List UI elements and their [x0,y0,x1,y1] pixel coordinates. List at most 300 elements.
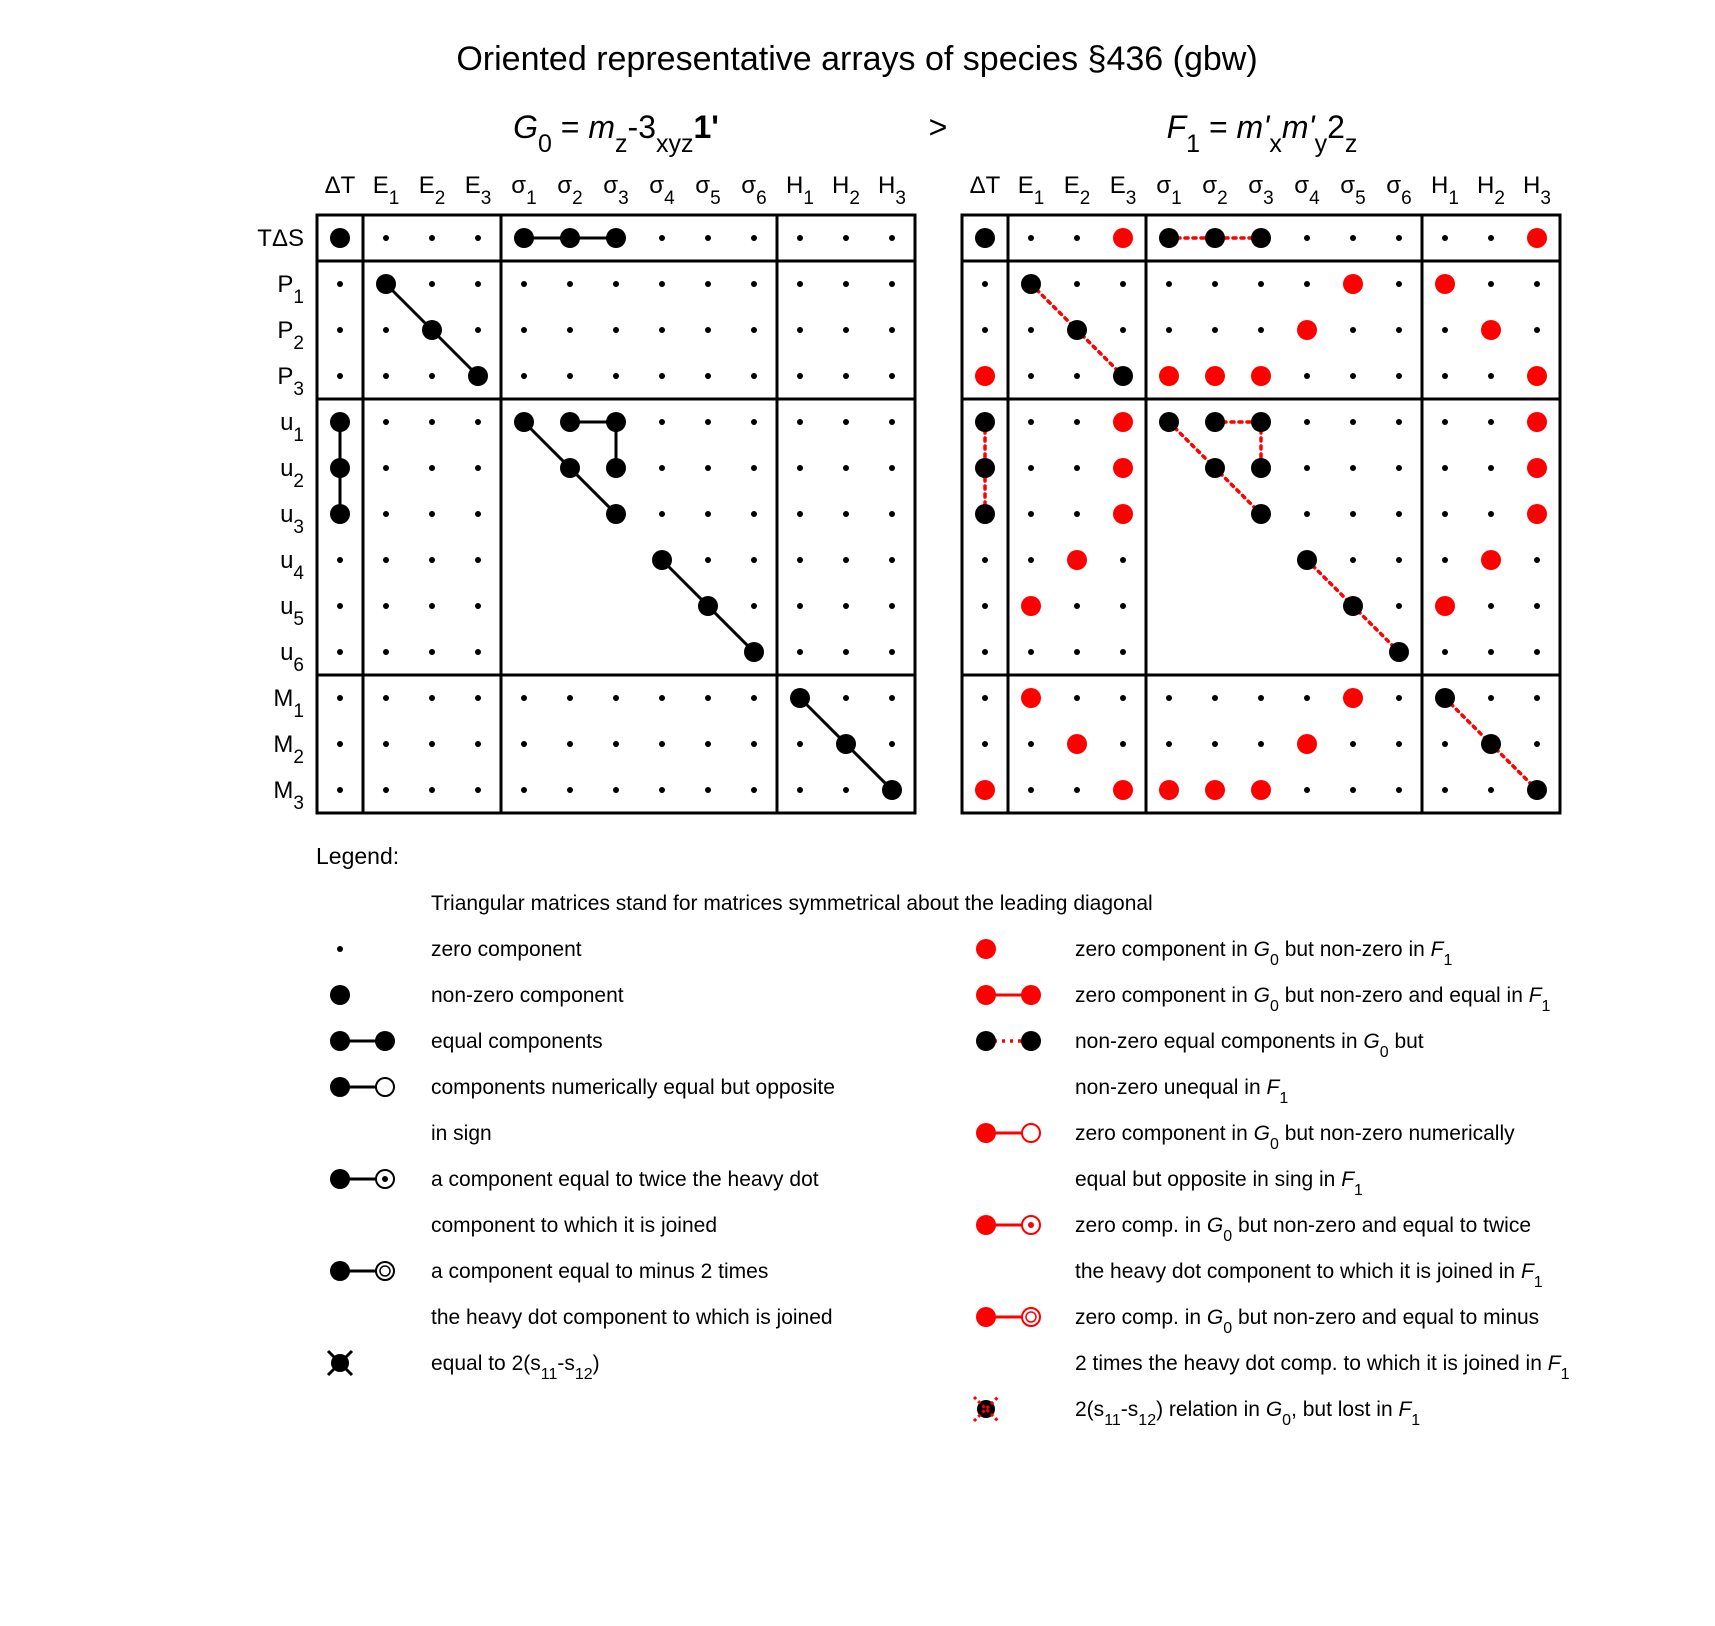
zero-dot [1350,741,1356,747]
zero-dot [843,511,849,517]
text-run: ΔT [324,172,356,199]
legend-item-small-dot [337,938,582,961]
zero-dot [1074,649,1080,655]
column-label-12 [878,172,906,209]
new-nonzero-dot [1113,504,1133,524]
zero-dot [705,741,711,747]
zero-dot [1396,235,1402,241]
nonzero-dot [560,412,580,432]
text-run: zero component [431,938,582,961]
zero-dot [1120,695,1126,701]
legend-item-lost-cross-dot [974,1397,1420,1429]
zero-dot [1074,695,1080,701]
zero-dot [1028,235,1034,241]
text-run: E [1063,172,1080,199]
zero-dot [843,281,849,287]
nonzero-dot [1251,504,1271,524]
new-nonzero-dot [1527,366,1547,386]
text-run: G [1206,1306,1224,1329]
nonzero-dot [422,320,442,340]
row-label-7 [280,547,304,584]
zero-dot [613,787,619,793]
zero-dot [751,373,757,379]
legend-item-red-minus2-pair [976,1306,1570,1383]
dot-shape [976,1215,996,1235]
group-title-f1 [1167,109,1358,158]
zero-dot [889,327,895,333]
zero-dot [797,603,803,609]
zero-dot [751,465,757,471]
zero-dot [1534,741,1540,747]
zero-dot [1534,557,1540,563]
text-run: m' [1281,109,1315,145]
text-run: u [280,501,294,528]
nonzero-dot [1251,228,1271,248]
row-label-8 [280,593,304,630]
text-run: ΔT [969,172,1001,199]
subscript: 3 [480,187,492,209]
zero-dot [1074,603,1080,609]
zero-dot [982,603,988,609]
zero-dot [705,235,711,241]
text-run: σ [1202,172,1218,199]
zero-dot [797,235,803,241]
legend-text [1075,1076,1288,1107]
zero-dot [889,695,895,701]
zero-dot [475,327,481,333]
zero-dot [383,465,389,471]
legend-text [431,1122,492,1145]
zero-dot [383,373,389,379]
column-label-0 [325,172,356,199]
text-run: E [372,172,389,199]
new-nonzero-dot [1297,734,1317,754]
text-run: F [1166,109,1187,145]
zero-dot [337,649,343,655]
subscript: 1 [1541,997,1551,1015]
text-run: F [1266,1076,1280,1099]
text-run: but non-zero and equal to twice [1232,1214,1532,1237]
row-label-4 [280,409,304,446]
column-label-3 [465,172,492,209]
zero-dot [889,465,895,471]
nonzero-dot [790,688,810,708]
zero-dot [797,465,803,471]
dot-shape [1021,985,1041,1005]
zero-dot [1350,787,1356,793]
zero-dot [429,373,435,379]
text-run: but non-zero and equal to minus [1232,1306,1540,1329]
zero-dot [475,281,481,287]
text-run: σ [1340,172,1356,199]
dot-shape [330,1169,350,1189]
zero-dot [1488,603,1494,609]
zero-dot [843,603,849,609]
subscript: 11 [540,1365,558,1383]
zero-dot [337,787,343,793]
zero-dot [751,235,757,241]
text-run: -s [1120,1398,1139,1421]
subscript: 2 [849,187,860,209]
zero-dot [1442,327,1448,333]
subscript: 0 [1269,951,1279,969]
zero-dot [889,741,895,747]
subscript: 2 [293,332,304,354]
red-equal-pair-icon [976,985,1041,1005]
zero-dot [843,649,849,655]
zero-dot [475,235,481,241]
zero-dot [1534,695,1540,701]
text-run: zero comp. in [1075,1306,1207,1329]
zero-dot [613,741,619,747]
text-run: σ [1294,172,1310,199]
nonzero-dot [514,228,534,248]
legend-text [1075,1214,1531,1245]
legend-note: Triangular matrices stand for matrices symmetrical about the leading diagonal [431,892,1153,915]
zero-dot [1166,281,1172,287]
zero-dot [889,557,895,563]
zero-dot [383,603,389,609]
new-nonzero-dot [1113,412,1133,432]
zero-dot [1166,741,1172,747]
zero-dot [843,419,849,425]
zero-dot [475,741,481,747]
zero-dot [1028,419,1034,425]
text-run: u [280,547,294,574]
text-run: -3 [627,109,656,145]
zero-dot [843,327,849,333]
nonzero-dot [1205,228,1225,248]
zero-dot [1350,327,1356,333]
row-label-10 [273,685,304,722]
legend-text [1075,938,1452,969]
nonzero-dot [744,642,764,662]
zero-dot [1488,281,1494,287]
nonzero-dot [330,504,350,524]
column-label-2 [419,172,446,209]
zero-dot [1442,787,1448,793]
new-nonzero-dot [1527,504,1547,524]
new-nonzero-dot [1067,550,1087,570]
subscript: 2 [1217,187,1228,209]
nonzero-dot [1067,320,1087,340]
zero-dot [751,603,757,609]
zero-dot [429,557,435,563]
text-run: m' [1236,109,1270,145]
zero-dot [1074,511,1080,517]
text-run: σ [695,172,711,199]
zero-dot [889,373,895,379]
subscript: 1 [803,187,814,209]
new-nonzero-dot [1481,550,1501,570]
row-label-3 [277,363,304,400]
zero-dot [1304,511,1310,517]
text-run: , but lost in [1291,1398,1399,1421]
text-run: but non-zero and equal in [1278,984,1529,1007]
legend-item-red-equal-pair [976,984,1551,1015]
subscript: y [1314,130,1328,158]
new-nonzero-dot [975,780,995,800]
zero-dot [1396,373,1402,379]
zero-dot [1488,235,1494,241]
row-label-9 [280,639,304,676]
subscript: 0 [1223,1227,1233,1245]
new-nonzero-dot [1113,228,1133,248]
zero-dot [659,327,665,333]
text-run: but non-zero numerically [1278,1122,1515,1145]
zero-dot [475,787,481,793]
text-run: component to which it is joined [431,1214,717,1237]
new-nonzero-dot [1113,780,1133,800]
zero-dot [659,281,665,287]
legend-text [431,1030,603,1053]
legend-text [1075,1122,1515,1153]
text-run: u [280,639,294,666]
zero-dot [1350,465,1356,471]
zero-dot [1442,557,1448,563]
subscript: 3 [293,378,304,400]
zero-dot [475,603,481,609]
subscript: 5 [293,608,304,630]
zero-dot [1304,695,1310,701]
zero-dot [1442,649,1448,655]
zero-dot [659,419,665,425]
nonzero-dot [1527,780,1547,800]
zero-dot [1304,281,1310,287]
nonzero-dot [1159,228,1179,248]
zero-dot [1166,695,1172,701]
column-label-5 [1202,172,1227,209]
zero-dot [1442,235,1448,241]
subscript: 3 [1125,187,1137,209]
zero-dot [1488,419,1494,425]
zero-dot [1028,465,1034,471]
red-twice-pair-icon [976,1215,1040,1235]
text-run: P [277,363,294,390]
zero-dot [1442,511,1448,517]
subscript: 1 [1533,1273,1543,1291]
zero-dot [1396,557,1402,563]
text-run: G [1253,984,1270,1007]
zero-dot [1074,419,1080,425]
zero-dot [383,695,389,701]
text-run: non-zero equal components in [1075,1030,1364,1053]
zero-dot [889,511,895,517]
zero-dot [751,281,757,287]
zero-dot [751,741,757,747]
nonzero-dot [975,458,995,478]
subscript: 3 [293,792,304,814]
zero-dot [1028,649,1034,655]
zero-dot [1396,327,1402,333]
text-run: -s [557,1352,575,1375]
subscript: 1 [388,187,400,209]
subscript: z [615,130,628,158]
text-run: H [786,172,804,199]
nonzero-dot [1251,412,1271,432]
zero-dot [567,695,573,701]
legend-item-heavy-dot [330,984,624,1007]
zero-dot [1350,557,1356,563]
subscript: 0 [1269,997,1279,1015]
zero-dot [1074,281,1080,287]
text-run: σ [741,172,757,199]
zero-dot [521,373,527,379]
zero-dot [383,235,389,241]
zero-dot [337,281,343,287]
legend-text [431,1306,833,1329]
red-minus2-pair-icon [976,1307,1040,1327]
column-label-4 [1156,172,1181,209]
zero-dot [521,281,527,287]
zero-dot [843,373,849,379]
zero-dot [567,741,573,747]
zero-dot [1120,557,1126,563]
text-run: σ [557,172,573,199]
zero-dot [1258,327,1264,333]
dot-shape [330,1031,350,1051]
text-run: ) relation in [1156,1398,1266,1421]
zero-dot [1212,281,1218,287]
subscript: 4 [1309,187,1320,209]
text-run: 2 [1327,109,1345,145]
zero-dot [567,281,573,287]
subscript: 6 [756,187,767,209]
nonzero-dot [606,458,626,478]
zero-dot [475,649,481,655]
zero-dot [1304,465,1310,471]
open-dot-shape [376,1262,394,1280]
text-run: equal but opposite in sing in [1075,1168,1342,1191]
column-label-5 [557,172,582,209]
zero-dot [567,787,573,793]
zero-dot [889,235,895,241]
row-label-2 [277,317,304,354]
zero-dot [337,327,343,333]
zero-dot [429,281,435,287]
text-run: H [1431,172,1449,199]
zero-dot [1488,373,1494,379]
text-run: H [1477,172,1495,199]
nonzero-dot [1251,458,1271,478]
new-nonzero-dot [1297,320,1317,340]
zero-dot [659,235,665,241]
column-label-11 [1477,172,1505,209]
zero-dot [843,695,849,701]
subscript: 1 [293,700,304,722]
zero-dot [982,327,988,333]
text-run: 1' [693,109,719,145]
zero-dot [797,649,803,655]
subscript: 5 [710,187,721,209]
nonzero-dot [560,228,580,248]
zero-dot [1258,281,1264,287]
subscript: xyz [655,130,694,158]
column-label-2 [1064,172,1091,209]
zero-dot [1350,373,1356,379]
legend-text [431,1214,717,1237]
zero-dot [429,511,435,517]
zero-dot [613,327,619,333]
dot-shape [976,1031,996,1051]
column-label-0 [970,172,1001,199]
zero-dot [429,741,435,747]
legend-item-equal-pair [330,1030,603,1053]
dot-shape [330,1077,350,1097]
zero-dot [383,327,389,333]
legend-text [1075,1306,1539,1337]
zero-dot [1120,741,1126,747]
text-run: but [1388,1030,1424,1053]
column-label-10 [1431,172,1459,209]
zero-dot [705,787,711,793]
nonzero-dot [606,504,626,524]
subscript: 1 [1560,1365,1570,1383]
legend-text [431,1260,768,1283]
zero-dot [475,419,481,425]
nonzero-dot [698,596,718,616]
column-label-7 [649,172,675,209]
zero-dot [613,695,619,701]
dot-shape [976,1123,996,1143]
zero-dot [1534,281,1540,287]
zero-dot [521,327,527,333]
new-nonzero-dot [975,366,995,386]
legend-item-minus2-pair [330,1260,833,1329]
subscript: 1 [1279,1089,1289,1107]
zero-dot [383,511,389,517]
zero-dot [843,465,849,471]
column-label-10 [786,172,814,209]
zero-dot [1304,787,1310,793]
text-run: but non-zero in [1278,938,1431,961]
text-run: M [273,685,294,712]
zero-dot [982,557,988,563]
legend-text [431,1076,835,1099]
zero-dot [1166,327,1172,333]
zero-dot [1028,557,1034,563]
text-run: F [1547,1352,1561,1375]
subscript: 1 [1443,951,1453,969]
zero-dot [843,787,849,793]
new-nonzero-dot [1435,274,1455,294]
subscript: 0 [1269,1135,1279,1153]
text-run: E [1109,172,1126,199]
zero-dot [521,695,527,701]
subscript: z [1344,130,1358,158]
zero-dot [475,695,481,701]
zero-dot [1120,327,1126,333]
text-run: E [464,172,481,199]
text-run: E [1017,172,1034,199]
zero-dot [1488,649,1494,655]
new-nonzero-dot [1113,458,1133,478]
zero-dot [1534,649,1540,655]
text-run: non-zero unequal in [1075,1076,1267,1099]
subscript: 12 [1138,1411,1157,1429]
zero-dot [429,603,435,609]
subscript: x [1269,130,1282,158]
zero-dot [889,603,895,609]
column-label-11 [832,172,860,209]
nonzero-dot [468,366,488,386]
text-run: H [878,172,896,199]
text-run: G [1265,1398,1283,1421]
equal-pair-icon [330,1031,395,1051]
zero-dot [613,373,619,379]
zero-dot [383,419,389,425]
subscript: 2 [572,187,583,209]
